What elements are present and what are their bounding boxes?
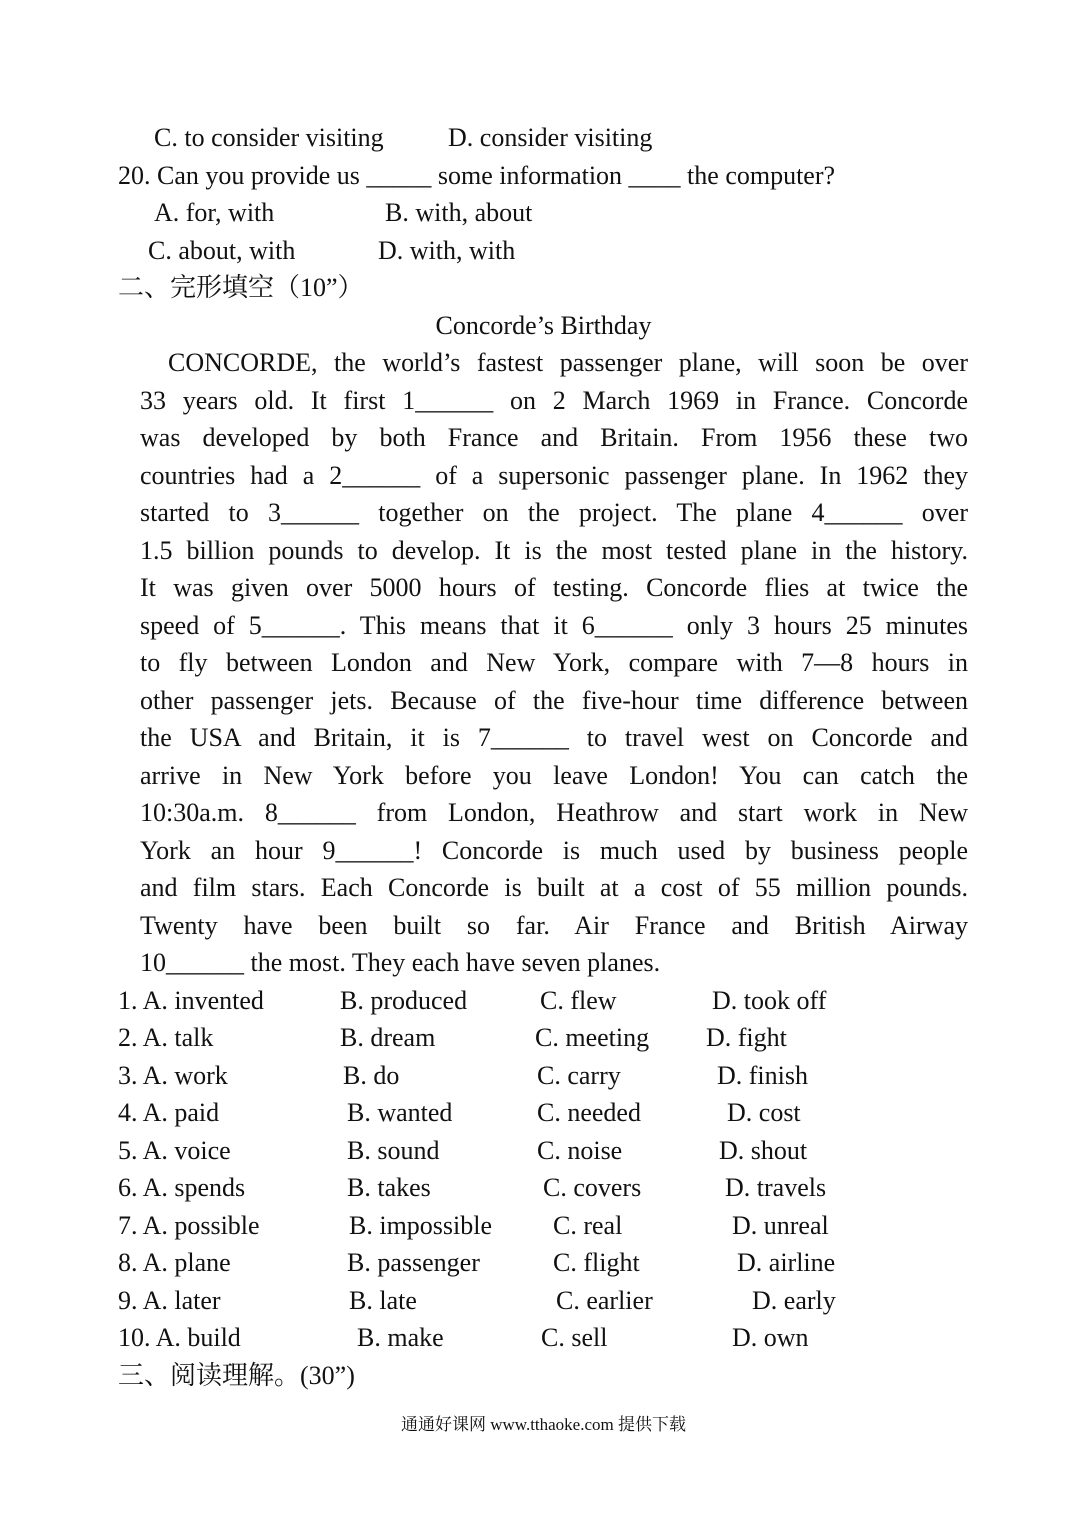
- passage-line: York an hour 9______! Concorde is much used by business people: [140, 836, 968, 865]
- option-b: B. passenger: [347, 1248, 480, 1277]
- passage-line: was developed by both France and Britain. From 1956 these two: [140, 423, 968, 452]
- passage-line: started to 3______ together on the project. The plane 4______ over: [140, 498, 968, 527]
- option-a: 10. A. build: [118, 1323, 241, 1352]
- passage-line: other passenger jets. Because of the five-hour time difference between: [140, 686, 968, 715]
- option-c: C. real: [553, 1211, 623, 1240]
- q20-option-b: B. with, about: [385, 198, 533, 227]
- q19-option-d: D. consider visiting: [448, 123, 653, 152]
- passage-line: 1.5 billion pounds to develop. It is the most tested plane in the history.: [140, 536, 968, 565]
- q20-option-c: C. about, with: [148, 236, 296, 265]
- option-a: 2. A. talk: [118, 1023, 214, 1052]
- option-b: B. late: [349, 1286, 417, 1315]
- option-a: 8. A. plane: [118, 1248, 231, 1277]
- option-d: D. early: [752, 1286, 836, 1315]
- option-c: C. flight: [553, 1248, 640, 1277]
- passage-line: arrive in New York before you leave London! You can catch the: [140, 761, 968, 790]
- passage-line: CONCORDE, the world’s fastest passenger plane, will soon be over: [168, 348, 968, 377]
- option-a: 9. A. later: [118, 1286, 221, 1315]
- option-d: D. took off: [712, 986, 827, 1015]
- option-b: B. do: [343, 1061, 400, 1090]
- option-c: C. earlier: [556, 1286, 653, 1315]
- option-d: D. cost: [727, 1098, 801, 1127]
- option-c: C. flew: [540, 986, 617, 1015]
- passage-line: 33 years old. It first 1______ on 2 March 1969 in France. Concorde: [140, 386, 968, 415]
- option-d: D. shout: [719, 1136, 808, 1165]
- option-b: B. sound: [347, 1136, 440, 1165]
- option-b: B. wanted: [347, 1098, 453, 1127]
- option-b: B. impossible: [349, 1211, 493, 1240]
- passage-line: the USA and Britain, it is 7______ to travel west on Concorde and: [140, 723, 968, 752]
- option-d: D. unreal: [732, 1211, 829, 1240]
- option-d: D. fight: [706, 1023, 787, 1052]
- option-c: C. needed: [537, 1098, 641, 1127]
- option-b: B. dream: [340, 1023, 436, 1052]
- passage-line: countries had a 2______ of a supersonic passenger plane. In 1962 they: [140, 461, 968, 490]
- passage-line: 10:30a.m. 8______ from London, Heathrow and start work in New: [140, 798, 968, 827]
- option-c: C. covers: [543, 1173, 642, 1202]
- section2-heading: 二、完形填空（10”）: [118, 273, 364, 302]
- option-c: C. carry: [537, 1061, 621, 1090]
- passage-line: Twenty have been built so far. Air France and British Airway: [140, 911, 968, 940]
- option-a: 4. A. paid: [118, 1098, 220, 1127]
- q20-question: 20. Can you provide us _____ some information ____ the computer?: [118, 161, 836, 190]
- q20-option-a: A. for, with: [154, 198, 275, 227]
- q19-option-c: C. to consider visiting: [154, 123, 384, 152]
- option-a: 6. A. spends: [118, 1173, 246, 1202]
- option-b: B. make: [357, 1323, 444, 1352]
- option-b: B. takes: [347, 1173, 431, 1202]
- passage-line: speed of 5______. This means that it 6______ only 3 hours 25 minutes: [140, 611, 968, 640]
- page-footer: 通通好课网 www.tthaoke.com 提供下载: [400, 1415, 687, 1434]
- passage-line: to fly between London and New York, compare with 7—8 hours in: [140, 648, 968, 677]
- passage-line: and film stars. Each Concorde is built at a cost of 55 million pounds.: [140, 873, 968, 902]
- option-a: 5. A. voice: [118, 1136, 231, 1165]
- passage-line: 10______ the most. They each have seven planes.: [140, 948, 661, 977]
- passage-line: It was given over 5000 hours of testing. Concorde flies at twice the: [140, 573, 968, 602]
- q20-option-d: D. with, with: [378, 236, 516, 265]
- option-c: C. meeting: [535, 1023, 650, 1052]
- option-c: C. noise: [537, 1136, 623, 1165]
- option-a: 7. A. possible: [118, 1211, 260, 1240]
- passage-title: Concorde’s Birthday: [435, 311, 652, 340]
- option-b: B. produced: [340, 986, 468, 1015]
- option-a: 1. A. invented: [118, 986, 264, 1015]
- option-c: C. sell: [541, 1323, 608, 1352]
- option-d: D. airline: [737, 1248, 836, 1277]
- section3-heading: 三、阅读理解。(30”): [118, 1361, 355, 1390]
- option-a: 3. A. work: [118, 1061, 228, 1090]
- option-d: D. own: [732, 1323, 809, 1352]
- option-d: D. finish: [717, 1061, 808, 1090]
- option-d: D. travels: [725, 1173, 827, 1202]
